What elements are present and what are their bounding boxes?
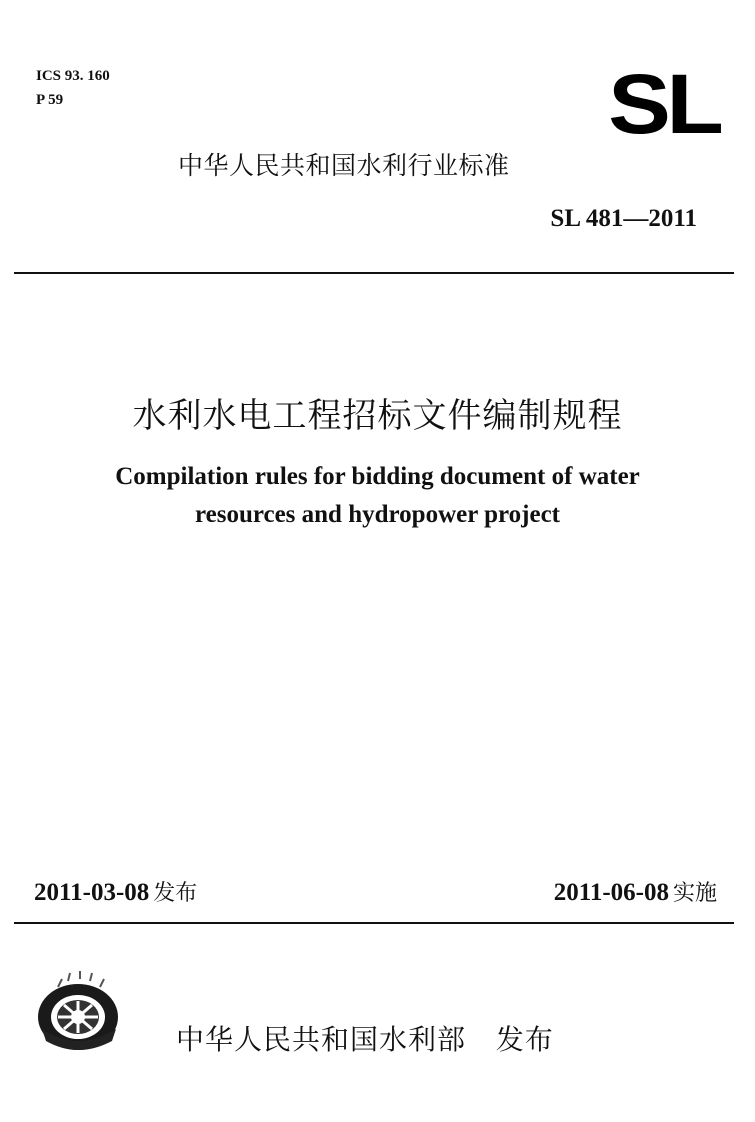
implement-date: 2011-06-08 [553, 879, 669, 906]
standard-type: 中华人民共和国水利行业标准 [178, 151, 510, 180]
classification-codes [36, 64, 110, 112]
publisher-name: 中华人民共和国水利部 [176, 1023, 467, 1056]
ics-code: ICS 93. 160 [36, 68, 110, 84]
document-title-en [60, 458, 695, 534]
standard-code: SL 481—2011 [550, 205, 697, 232]
title-en-line1: Compilation rules for bidding document of water [115, 463, 640, 490]
issue-label: 发布 [153, 881, 198, 906]
title-en-line2: resources and hydropower project [194, 501, 561, 528]
publish-label: 发布 [495, 1023, 554, 1056]
bottom-divider [14, 922, 734, 924]
category-code: P 59 [36, 92, 64, 108]
issue-date-block [34, 876, 197, 907]
publisher-line [176, 1018, 554, 1058]
issue-date: 2011-03-08 [34, 879, 150, 906]
document-title-cn: 水利水电工程招标文件编制规程 [132, 396, 623, 436]
sl-logo: SL [607, 57, 719, 151]
ministry-emblem-icon [28, 965, 130, 1057]
implement-date-block [554, 876, 717, 907]
implement-label: 实施 [672, 881, 717, 906]
top-divider [14, 272, 734, 274]
